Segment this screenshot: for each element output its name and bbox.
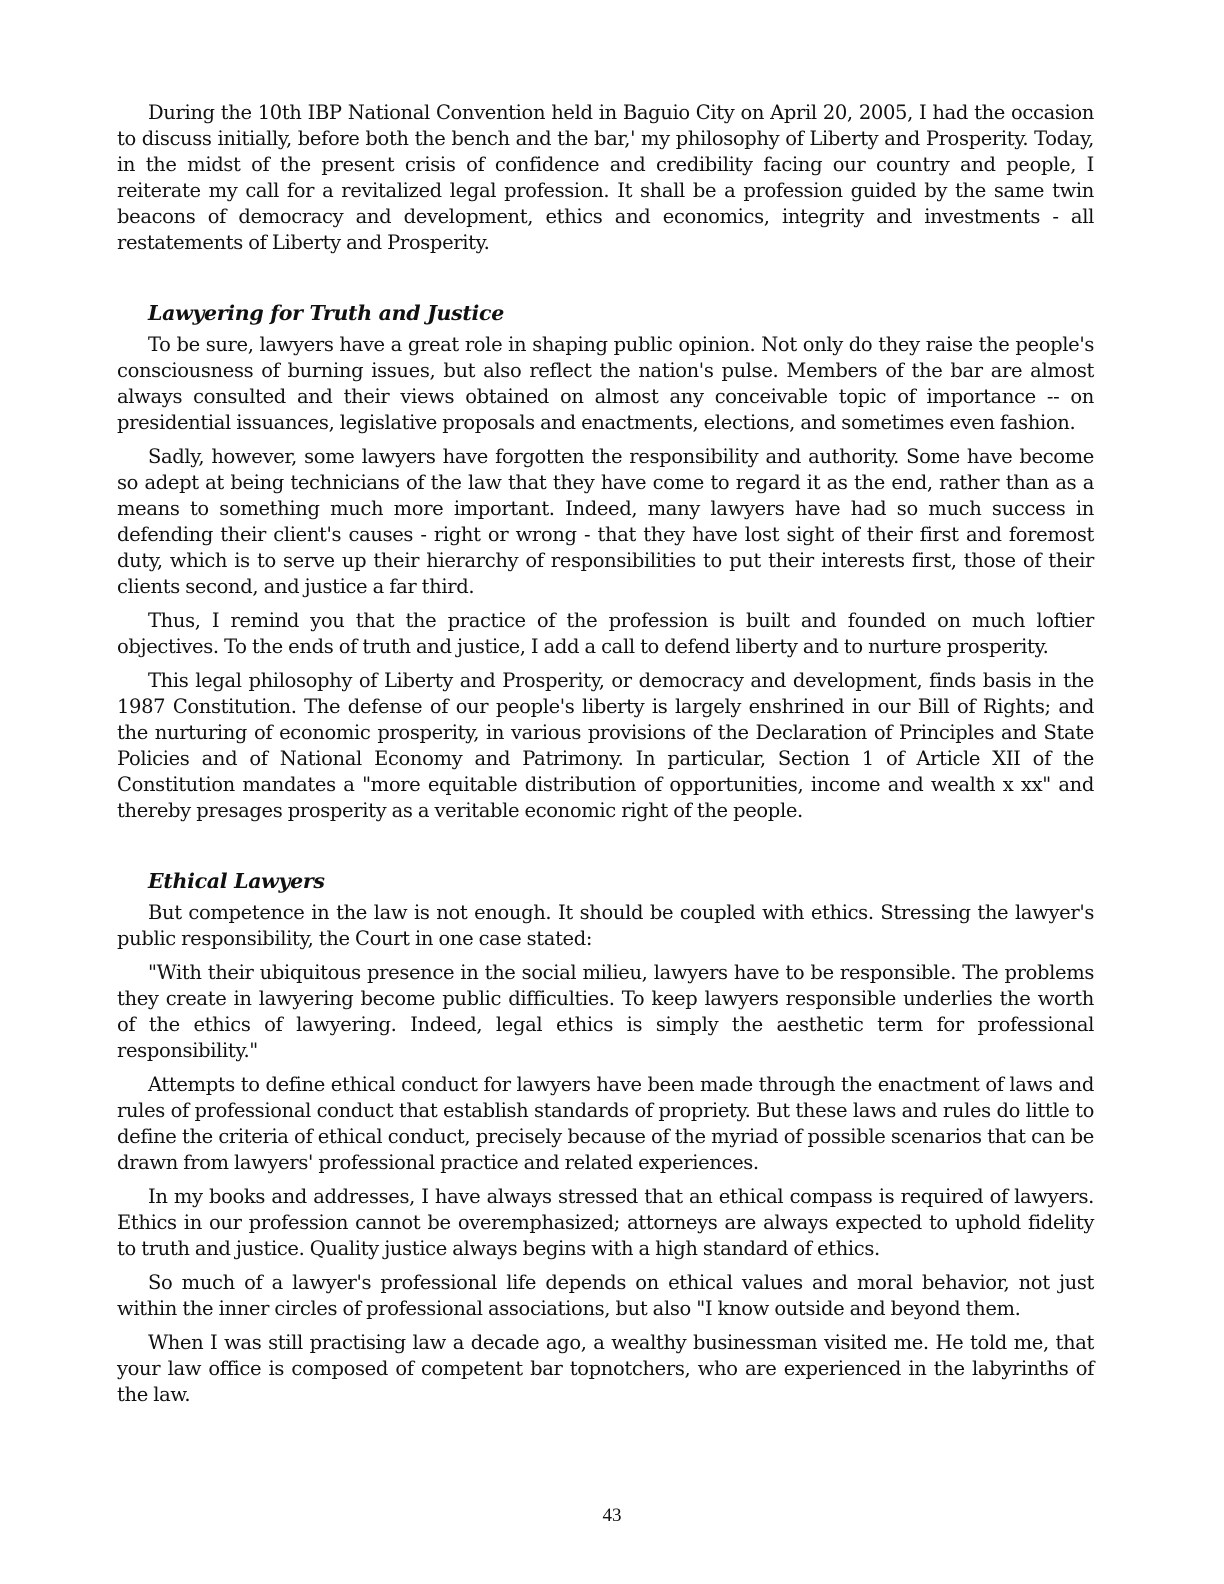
- paragraph: In my books and addresses, I have always stressed that an ethical compass is required of lawyers. Ethics in our profession cannot be overemphasized; attorneys are always expected to uphold fidelity to truth and justice. Quality justice always begins with a high standard of ethics.: [117, 1185, 1094, 1260]
- section-heading-ethical-lawyers: Ethical Lawyers: [148, 869, 325, 893]
- block-quote-paragraph: "With their ubiquitous presence in the social milieu, lawyers have to be responsible. The problems they create in lawyering become public difficulties. To keep lawyers responsible underlies the worth of the ethics of lawyering. Indeed, legal ethics is simply the aesthetic term for professional responsibility.": [117, 961, 1094, 1062]
- page-number: 43: [602, 1505, 622, 1526]
- paragraph: When I was still practising law a decade ago, a wealthy businessman visited me. He told me, that your law office is composed of competent bar topnotchers, who are experienced in the labyrinths of the law.: [117, 1331, 1094, 1406]
- section-heading-lawyering-truth-justice: Lawyering for Truth and Justice: [148, 301, 504, 325]
- intro-paragraph: During the 10th IBP National Convention held in Baguio City on April 20, 2005, I had the occasion to discuss initially, before both the bench and the bar,' my philosophy of Liberty and Prosperity. Today, in the midst of the present crisis of confidence and credibility facing our country and people, I reiterate my call for a revitalized legal profession. It shall be a profession guided by the same twin beacons of democracy and development, ethics and economics, integrity and investments - all restatements of Liberty and Prosperity.: [117, 101, 1094, 254]
- document-page: [117, 100, 1094, 1416]
- paragraph: Attempts to define ethical conduct for lawyers have been made through the enactment of laws and rules of professional conduct that establish standards of propriety. But these laws and rules do little to define the criteria of ethical conduct, precisely because of the myriad of possible scenarios that can be drawn from lawyers' professional practice and related experiences.: [117, 1073, 1094, 1174]
- paragraph: So much of a lawyer's professional life depends on ethical values and moral behavior, not just within the inner circles of professional associations, but also "I know outside and beyond them.: [117, 1271, 1094, 1320]
- paragraph: To be sure, lawyers have a great role in shaping public opinion. Not only do they raise the people's consciousness of burning issues, but also reflect the nation's pulse. Members of the bar are almost always consulted and their views obtained on almost any conceivable topic of importance -- on presidential issuances, legislative proposals and enactments, elections, and sometimes even fashion.: [117, 333, 1094, 434]
- paragraph: Thus, I remind you that the practice of the profession is built and founded on much loftier objectives. To the ends of truth and justice, I add a call to defend liberty and to nurture prosperity.: [117, 609, 1094, 658]
- paragraph: This legal philosophy of Liberty and Prosperity, or democracy and development, finds basis in the 1987 Constitution. The defense of our people's liberty is largely enshrined in our Bill of Rights; and the nurturing of economic prosperity, in various provisions of the Declaration of Principles and State Policies and of National Economy and Patrimony. In particular, Section 1 of Article XII of the Constitution mandates a "more equitable distribution of opportunities, income and wealth x xx" and thereby presages prosperity as a veritable economic right of the people.: [117, 669, 1094, 822]
- paragraph: Sadly, however, some lawyers have forgotten the responsibility and authority. Some have become so adept at being technicians of the law that they have come to regard it as the end, rather than as a means to something much more important. Indeed, many lawyers have had so much success in defending their client's causes - right or wrong - that they have lost sight of their first and foremost duty, which is to serve up their hierarchy of responsibilities to put their interests first, those of their clients second, and justice a far third.: [117, 445, 1094, 598]
- paragraph: But competence in the law is not enough. It should be coupled with ethics. Stressing the lawyer's public responsibility, the Court in one case stated:: [117, 901, 1094, 950]
